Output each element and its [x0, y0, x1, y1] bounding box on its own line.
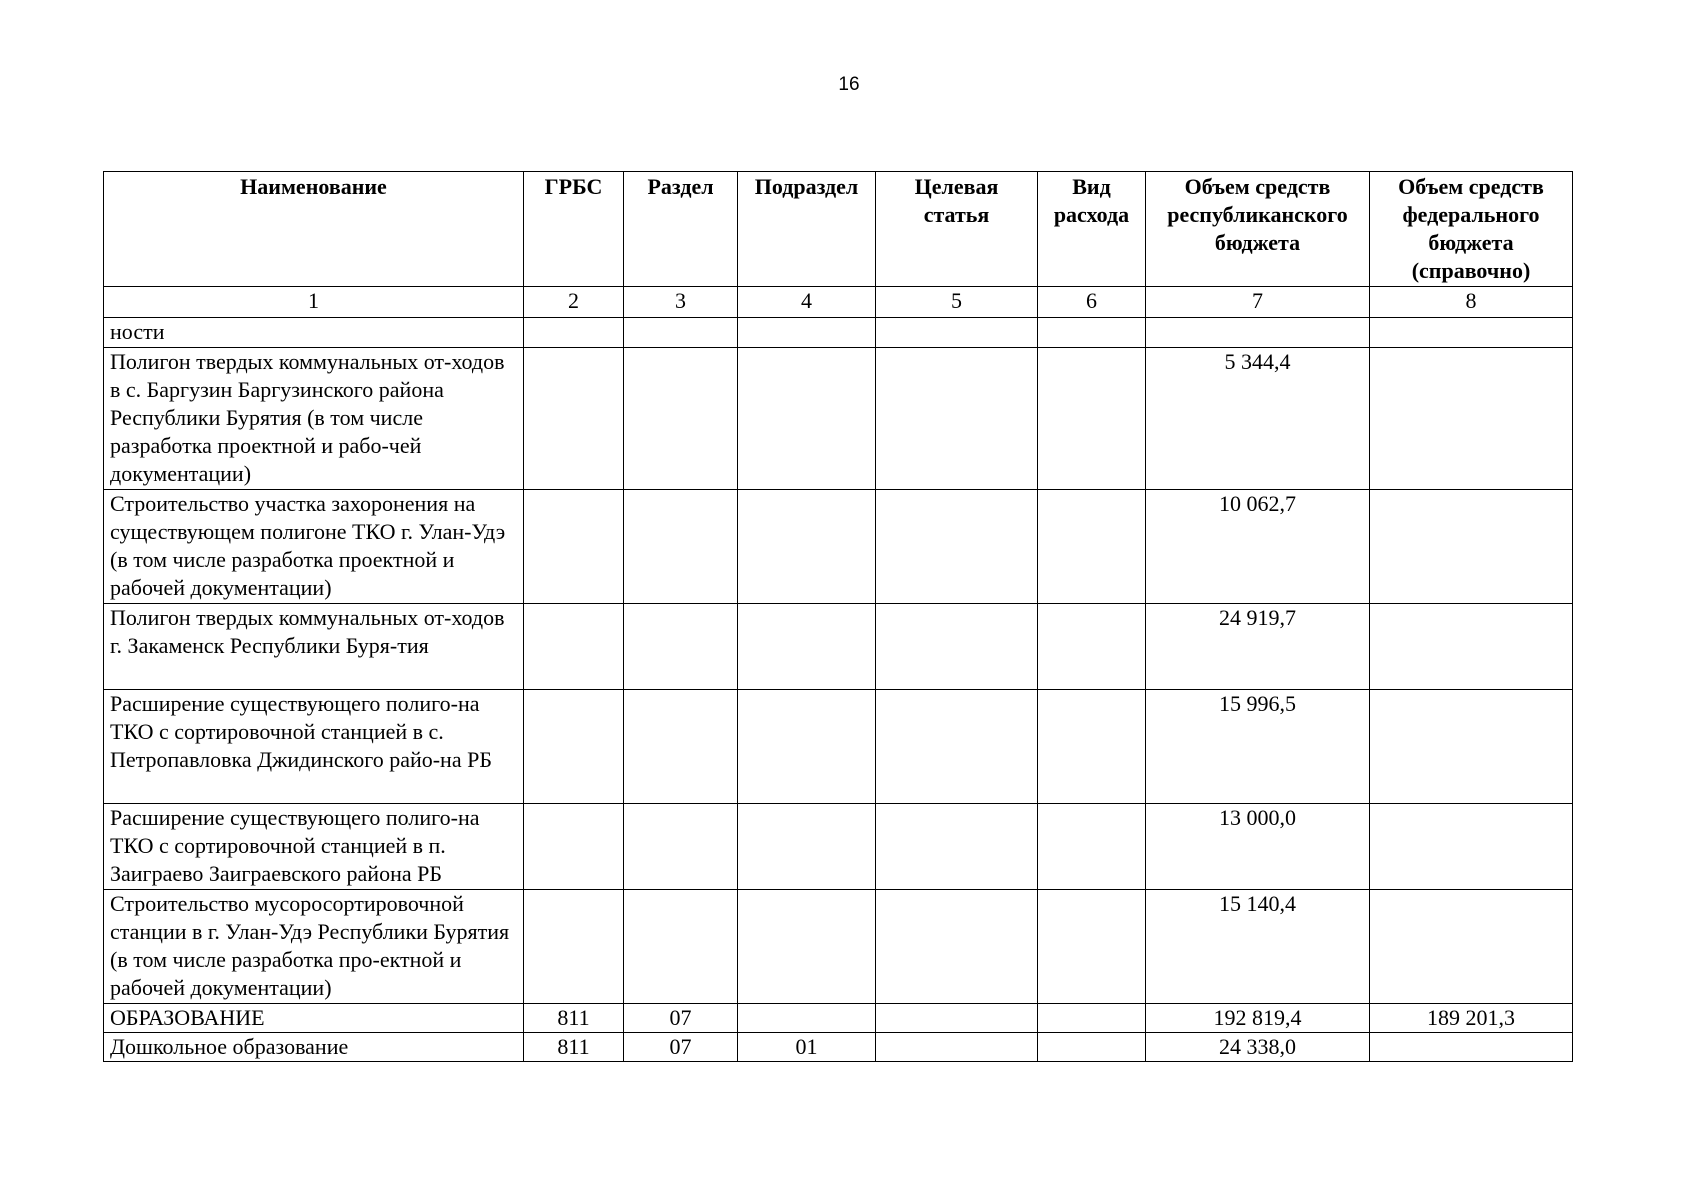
row-republic-budget: 192 819,4: [1146, 1004, 1370, 1033]
row-razdel: [624, 804, 738, 890]
row-republic-budget: [1146, 318, 1370, 348]
row-target-article: [876, 318, 1038, 348]
row-razdel: [624, 348, 738, 490]
row-target-article: [876, 1004, 1038, 1033]
row-name: Дошкольное образование: [104, 1033, 524, 1062]
column-number: 4: [738, 287, 876, 318]
row-razdel: [624, 318, 738, 348]
header-razdel: Раздел: [624, 172, 738, 287]
row-republic-budget: 24 919,7: [1146, 604, 1370, 690]
table-row: [104, 490, 1573, 604]
row-razdel: [624, 890, 738, 1004]
row-republic-budget: 15 140,4: [1146, 890, 1370, 1004]
header-target-article: Целевая статья: [876, 172, 1038, 287]
row-expense-type: [1038, 348, 1146, 490]
row-expense-type: [1038, 490, 1146, 604]
header-federal-budget: Объем средств федерального бюджета (справочно): [1370, 172, 1573, 287]
row-razdel: 07: [624, 1004, 738, 1033]
page-number: 16: [838, 74, 860, 95]
header-row: [104, 172, 1573, 287]
row-grbs: [524, 804, 624, 890]
row-razdel: 07: [624, 1033, 738, 1062]
row-grbs: [524, 604, 624, 690]
row-podrazdel: [738, 348, 876, 490]
row-target-article: [876, 604, 1038, 690]
header-grbs: ГРБС: [524, 172, 624, 287]
table-row: [104, 690, 1573, 804]
header-republic-budget: Объем средств республиканского бюджета: [1146, 172, 1370, 287]
row-target-article: [876, 804, 1038, 890]
header-expense-type: Вид расхода: [1038, 172, 1146, 287]
row-federal-budget: [1370, 490, 1573, 604]
column-number: 3: [624, 287, 738, 318]
header-podrazdel: Подраздел: [738, 172, 876, 287]
row-republic-budget: 24 338,0: [1146, 1033, 1370, 1062]
column-number: 1: [104, 287, 524, 318]
row-federal-budget: [1370, 348, 1573, 490]
table-row: [104, 318, 1573, 348]
table-row: [104, 890, 1573, 1004]
row-grbs: 811: [524, 1033, 624, 1062]
row-target-article: [876, 490, 1038, 604]
row-name: Полигон твердых коммунальных от-ходов в с. Баргузин Баргузинского района Республики Бурятия (в том числе разработка проектной и рабо-чей документации): [104, 348, 524, 490]
row-podrazdel: [738, 604, 876, 690]
row-federal-budget: [1370, 804, 1573, 890]
column-number-row: [104, 287, 1573, 318]
row-republic-budget: 13 000,0: [1146, 804, 1370, 890]
row-name: Строительство участка захоронения на существующем полигоне ТКО г. Улан-Удэ (в том числе разработка проектной и рабочей документации): [104, 490, 524, 604]
row-name: Расширение существующего полиго-на ТКО с сортировочной станцией в с. Петропавловка Джидинского райо-на РБ: [104, 690, 524, 804]
row-target-article: [876, 690, 1038, 804]
row-republic-budget: 5 344,4: [1146, 348, 1370, 490]
row-grbs: [524, 490, 624, 604]
column-number: 7: [1146, 287, 1370, 318]
row-federal-budget: [1370, 690, 1573, 804]
row-federal-budget: [1370, 318, 1573, 348]
row-grbs: [524, 890, 624, 1004]
row-grbs: [524, 690, 624, 804]
row-razdel: [624, 604, 738, 690]
row-expense-type: [1038, 890, 1146, 1004]
table-row: [104, 348, 1573, 490]
row-expense-type: [1038, 1033, 1146, 1062]
row-republic-budget: 15 996,5: [1146, 690, 1370, 804]
table-row: [104, 804, 1573, 890]
row-expense-type: [1038, 1004, 1146, 1033]
row-grbs: [524, 318, 624, 348]
row-federal-budget: [1370, 604, 1573, 690]
budget-table: [103, 171, 1573, 1062]
row-podrazdel: [738, 804, 876, 890]
column-number: 2: [524, 287, 624, 318]
row-republic-budget: 10 062,7: [1146, 490, 1370, 604]
row-name: ности: [104, 318, 524, 348]
table-row: [104, 1004, 1573, 1033]
row-target-article: [876, 1033, 1038, 1062]
row-expense-type: [1038, 690, 1146, 804]
row-target-article: [876, 890, 1038, 1004]
row-podrazdel: [738, 890, 876, 1004]
row-podrazdel: [738, 490, 876, 604]
row-name: Строительство мусоросортировочной станции в г. Улан-Удэ Республики Бурятия (в том числе разработка про-ектной и рабочей документации): [104, 890, 524, 1004]
row-expense-type: [1038, 604, 1146, 690]
row-razdel: [624, 490, 738, 604]
table-row: [104, 604, 1573, 690]
row-podrazdel: [738, 318, 876, 348]
row-expense-type: [1038, 804, 1146, 890]
header-name: Наименование: [104, 172, 524, 287]
row-federal-budget: 189 201,3: [1370, 1004, 1573, 1033]
row-federal-budget: [1370, 1033, 1573, 1062]
column-number: 6: [1038, 287, 1146, 318]
row-name: Полигон твердых коммунальных от-ходов г. Закаменск Республики Буря-тия: [104, 604, 524, 690]
row-federal-budget: [1370, 890, 1573, 1004]
row-podrazdel: 01: [738, 1033, 876, 1062]
row-grbs: 811: [524, 1004, 624, 1033]
row-name: ОБРАЗОВАНИЕ: [104, 1004, 524, 1033]
row-razdel: [624, 690, 738, 804]
row-target-article: [876, 348, 1038, 490]
row-podrazdel: [738, 1004, 876, 1033]
column-number: 5: [876, 287, 1038, 318]
row-name: Расширение существующего полиго-на ТКО с сортировочной станцией в п. Заиграево Заиграевского района РБ: [104, 804, 524, 890]
row-expense-type: [1038, 318, 1146, 348]
row-grbs: [524, 348, 624, 490]
table-row: [104, 1033, 1573, 1062]
row-podrazdel: [738, 690, 876, 804]
column-number: 8: [1370, 287, 1573, 318]
